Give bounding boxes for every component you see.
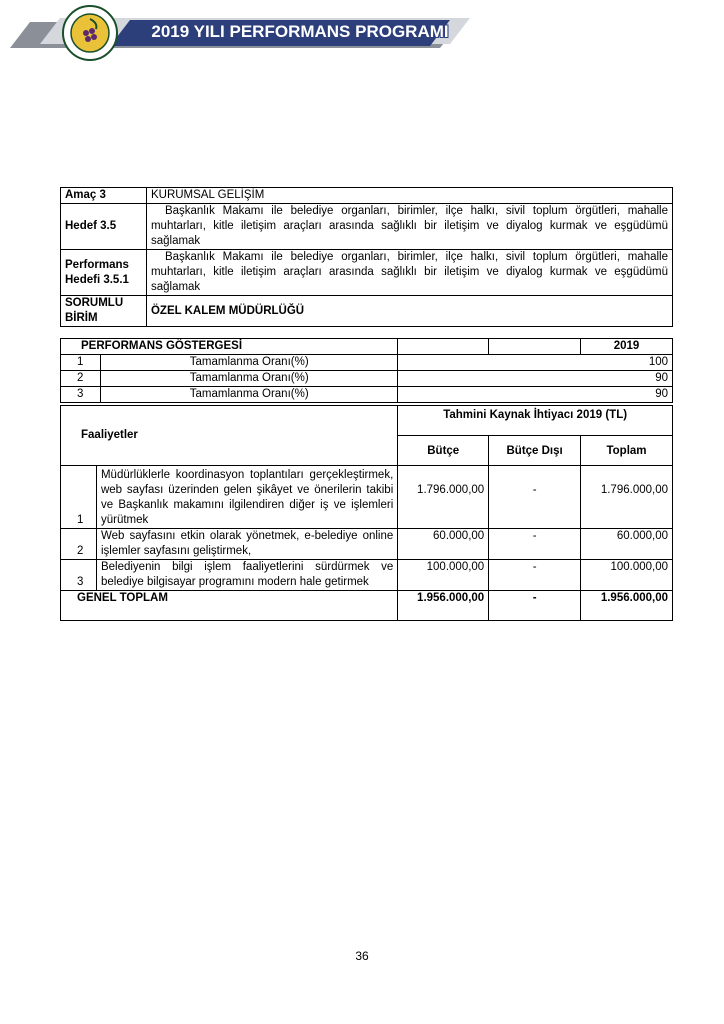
hedef-label: Hedef 3.5 [61, 204, 147, 250]
indicator-value: 90 [398, 371, 673, 387]
activity-row [61, 466, 673, 529]
sorumlu-birim-value: ÖZEL KALEM MÜDÜRLÜĞÜ [146, 296, 672, 327]
amac-row [61, 188, 673, 204]
non-budget-column: Bütçe Dışı [489, 436, 581, 466]
grand-total-budget: 1.956.000,00 [398, 591, 489, 621]
activity-non-budget: - [489, 529, 581, 560]
indicator-header: PERFORMANS GÖSTERGESİ [61, 339, 398, 355]
activity-no: 2 [61, 529, 97, 560]
indicator-name: Tamamlanma Oranı(%) [100, 371, 398, 387]
page-number: 36 [355, 949, 369, 963]
activities-label: Faaliyetler [61, 406, 398, 466]
activity-row [61, 560, 673, 591]
grand-total-row [61, 591, 673, 621]
indicator-no: 3 [61, 387, 101, 403]
indicator-value: 100 [398, 355, 673, 371]
activity-budget: 1.796.000,00 [398, 466, 489, 529]
indicator-row [61, 355, 673, 371]
performance-indicator-table [60, 338, 673, 403]
indicator-row [61, 371, 673, 387]
indicator-name: Tamamlanma Oranı(%) [100, 387, 398, 403]
activity-text: Web sayfasını etkin olarak yönetmek, e-belediye online işlemler sayfasını geliştirmek, [96, 529, 397, 560]
activity-budget: 60.000,00 [398, 529, 489, 560]
grand-total-label: GENEL TOPLAM [61, 591, 398, 621]
activity-total: 60.000,00 [581, 529, 673, 560]
indicator-value: 90 [398, 387, 673, 403]
hedef-row [61, 204, 673, 250]
indicator-no: 1 [61, 355, 101, 371]
hedef-value: Başkanlık Makamı ile belediye organları, birimler, ilçe halkı, sivil toplum örgütleri, mahalle muhtarları, kitle iletişim araçları arasında sağlıklı bir iletişim ve diyalog kurmak ve eşgüdümü sağlamak [146, 204, 672, 250]
performans-hedefi-label: Performans Hedefi 3.5.1 [61, 250, 147, 296]
indicator-header-spacer [489, 339, 581, 355]
indicator-header-row [61, 339, 673, 355]
activity-budget: 100.000,00 [398, 560, 489, 591]
activity-non-budget: - [489, 560, 581, 591]
budget-column: Bütçe [398, 436, 489, 466]
header-banner [0, 0, 724, 70]
grand-total-non-budget: - [489, 591, 581, 621]
activity-text: Belediyenin bilgi işlem faaliyetlerini sürdürmek ve belediye bilgisayar programını modern hale getirmek [96, 560, 397, 591]
performans-hedefi-value: Başkanlık Makamı ile belediye organları, birimler, ilçe halkı, sivil toplum örgütleri, mahalle muhtarları, kitle iletişim araçları arasında sağlıklı bir iletişim ve diyalog kurmak ve eşgüdümü sağlamak [146, 250, 672, 296]
indicator-name: Tamamlanma Oranı(%) [100, 355, 398, 371]
performans-hedefi-row [61, 250, 673, 296]
indicator-no: 2 [61, 371, 101, 387]
activity-text: Müdürlüklerle koordinasyon toplantıları gerçekleştirmek, web sayfası üzerinden gelen şikâyet ve önerilerin takibi ve Başkanlık makamını ilgilendiren diğer iş ve işlemleri yürütmek [96, 466, 397, 529]
activity-non-budget: - [489, 466, 581, 529]
sorumlu-birim-row [61, 296, 673, 327]
amac-value: KURUMSAL GELİŞİM [146, 188, 672, 204]
amac-label: Amaç 3 [61, 188, 147, 204]
grand-total-total: 1.956.000,00 [581, 591, 673, 621]
activity-total: 100.000,00 [581, 560, 673, 591]
indicator-year: 2019 [581, 339, 673, 355]
activity-total: 1.796.000,00 [581, 466, 673, 529]
resource-header: Tahmini Kaynak İhtiyacı 2019 (TL) [398, 406, 673, 436]
activities-table [60, 405, 673, 621]
sorumlu-birim-label: SORUMLU BİRİM [61, 296, 147, 327]
activity-no: 3 [61, 560, 97, 591]
municipality-logo [62, 5, 118, 61]
goal-info-table [60, 187, 673, 327]
program-title: 2019 YILI PERFORMANS PROGRAMI [151, 22, 449, 41]
indicator-row [61, 387, 673, 403]
indicator-header-spacer [398, 339, 489, 355]
resource-header-row [61, 406, 673, 436]
activity-row [61, 529, 673, 560]
total-column: Toplam [581, 436, 673, 466]
activity-no: 1 [61, 466, 97, 529]
